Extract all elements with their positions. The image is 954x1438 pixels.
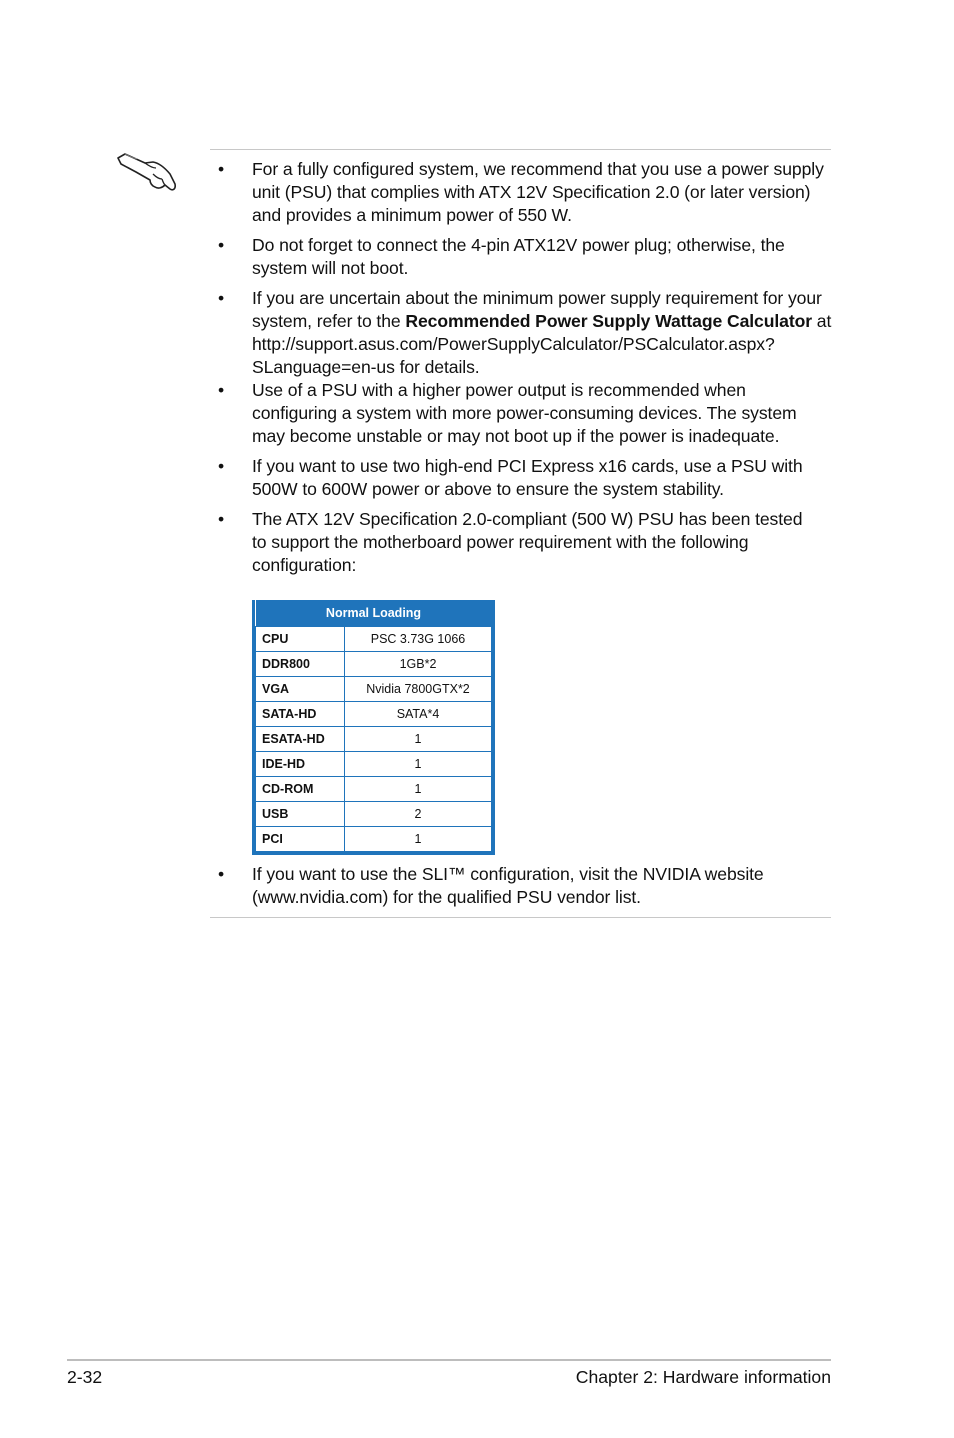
bullet-6: • (218, 509, 225, 529)
bullet-1: • (218, 159, 225, 179)
bullet-5: • (218, 456, 225, 476)
row-value: SATA*4 (345, 702, 492, 727)
table-row (256, 652, 492, 677)
row-key: PCI (256, 827, 345, 852)
row-key: DDR800 (256, 652, 345, 677)
note-item-3 (252, 287, 832, 379)
row-value: 1GB*2 (345, 652, 492, 677)
table-row (256, 702, 492, 727)
note-item-4: Use of a PSU with a higher power output is recommended when configuring a system with more power-consuming devices. The system may become unstable or may not boot up if the power is inadequate. (252, 380, 797, 446)
table-row (256, 777, 492, 802)
row-key: IDE-HD (256, 752, 345, 777)
row-value: 1 (345, 727, 492, 752)
table-row (256, 752, 492, 777)
note-item-3-text: If you are uncertain about the minimum power supply requirement for your system, refer to the (252, 288, 822, 331)
note-item-7: If you want to use the SLI™ configuration, visit the NVIDIA website (www.nvidia.com) for the qualified PSU vendor list. (252, 864, 764, 907)
table-header: Normal Loading (256, 600, 492, 627)
bullet-3: • (218, 288, 225, 308)
note-item-5: If you want to use two high-end PCI Express x16 cards, use a PSU with 500W to 600W power or above to ensure the system stability. (252, 456, 803, 499)
row-key: CD-ROM (256, 777, 345, 802)
bullet-7: • (218, 864, 225, 884)
row-key: CPU (256, 627, 345, 652)
psu-calculator-name: Recommended Power Supply Wattage Calculator (405, 311, 813, 331)
row-key: USB (256, 802, 345, 827)
row-value: 1 (345, 827, 492, 852)
table-row (256, 727, 492, 752)
normal-loading-table (252, 600, 495, 855)
row-key: VGA (256, 677, 345, 702)
top-divider (210, 149, 831, 150)
page-number: 2-32 (67, 1367, 103, 1387)
table-row (256, 627, 492, 652)
table-row (256, 677, 492, 702)
note-item-2: Do not forget to connect the 4-pin ATX12V power plug; otherwise, the system will not boot. (252, 235, 785, 278)
bullet-4: • (218, 380, 225, 400)
note-item-6: The ATX 12V Specification 2.0-compliant (500 W) PSU has been tested to support the motherboard power requirement with the following configuration: (252, 509, 803, 575)
row-value: 2 (345, 802, 492, 827)
note-item-3-url-text: at http://support.asus.com/PowerSupplyCalculator/PSCalculator.aspx?SLanguage=en-us for details. (252, 311, 832, 377)
row-key: ESATA-HD (256, 727, 345, 752)
pointing-hand-icon (115, 146, 179, 194)
row-value: PSC 3.73G 1066 (345, 627, 492, 652)
table-row (256, 827, 492, 852)
row-value: Nvidia 7800GTX*2 (345, 677, 492, 702)
footer-divider (67, 1359, 831, 1361)
row-value: 1 (345, 752, 492, 777)
bullet-2: • (218, 235, 225, 255)
chapter-title: Chapter 2: Hardware information (575, 1367, 831, 1387)
row-value: 1 (345, 777, 492, 802)
row-key: SATA-HD (256, 702, 345, 727)
note-item-1: For a fully configured system, we recommend that you use a power supply unit (PSU) that complies with ATX 12V Specification 2.0 (or later version) and provides a minimum power of 550 W. (252, 159, 824, 225)
bottom-divider (210, 917, 831, 918)
table-row (256, 802, 492, 827)
